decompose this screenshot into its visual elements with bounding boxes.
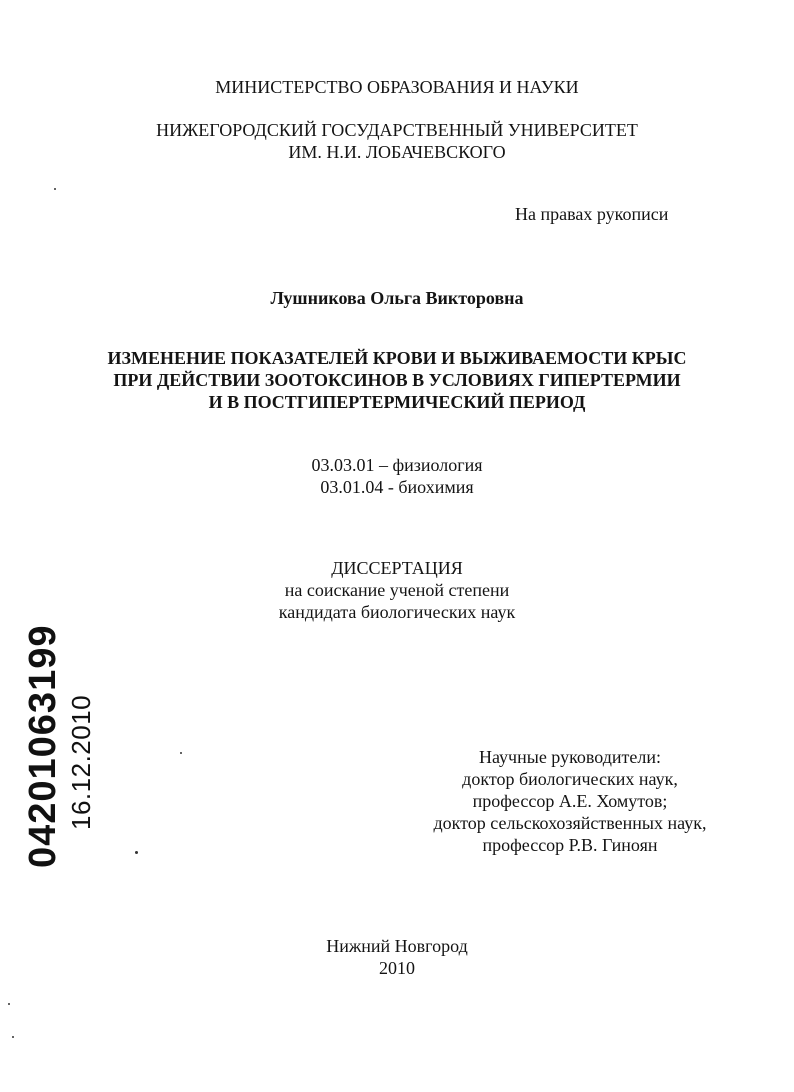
degree-line2: кандидата биологических наук bbox=[278, 602, 516, 622]
dissertation-title-line1: ИЗМЕНЕНИЕ ПОКАЗАТЕЛЕЙ КРОВИ И ВЫЖИВАЕМОСТИ КРЫС bbox=[107, 348, 687, 368]
ministry-heading: МИНИСТЕРСТВО ОБРАЗОВАНИЯ И НАУКИ bbox=[215, 77, 579, 97]
dissertation-title-line2: ПРИ ДЕЙСТВИИ ЗООТОКСИНОВ В УСЛОВИЯХ ГИПЕРТЕРМИИ bbox=[113, 370, 681, 390]
publication-year: 2010 bbox=[379, 958, 415, 978]
scan-speck bbox=[12, 1036, 14, 1038]
library-stamp-number: 04201063199 bbox=[22, 624, 64, 868]
university-name-line1: НИЖЕГОРОДСКИЙ ГОСУДАРСТВЕННЫЙ УНИВЕРСИТЕТ bbox=[156, 120, 638, 140]
manuscript-rights-note: На правах рукописи bbox=[515, 204, 669, 224]
specialty-code-1: 03.03.01 – физиология bbox=[311, 455, 483, 475]
library-stamp-date: 16.12.2010 bbox=[66, 694, 96, 830]
supervisor-1-name: профессор А.Е. Хомутов; bbox=[472, 791, 668, 811]
scan-speck bbox=[180, 752, 182, 754]
scan-speck bbox=[54, 188, 56, 190]
scan-speck bbox=[135, 851, 138, 854]
supervisor-1-degree: доктор биологических наук, bbox=[462, 769, 678, 789]
dissertation-heading: ДИССЕРТАЦИЯ bbox=[331, 558, 463, 578]
dissertation-title-line3: И В ПОСТГИПЕРТЕРМИЧЕСКИЙ ПЕРИОД bbox=[208, 392, 586, 412]
author-name: Лушникова Ольга Викторовна bbox=[270, 288, 524, 308]
university-name-line2: ИМ. Н.И. ЛОБАЧЕВСКОГО bbox=[288, 142, 506, 162]
degree-line1: на соискание ученой степени bbox=[284, 580, 510, 600]
publication-city: Нижний Новгород bbox=[326, 936, 468, 956]
supervisors-heading: Научные руководители: bbox=[478, 747, 662, 767]
supervisor-2-degree: доктор сельскохозяйственных наук, bbox=[433, 813, 707, 833]
supervisor-2-name: профессор Р.В. Гиноян bbox=[482, 835, 658, 855]
scan-speck bbox=[8, 1003, 10, 1005]
specialty-code-2: 03.01.04 - биохимия bbox=[320, 477, 474, 497]
